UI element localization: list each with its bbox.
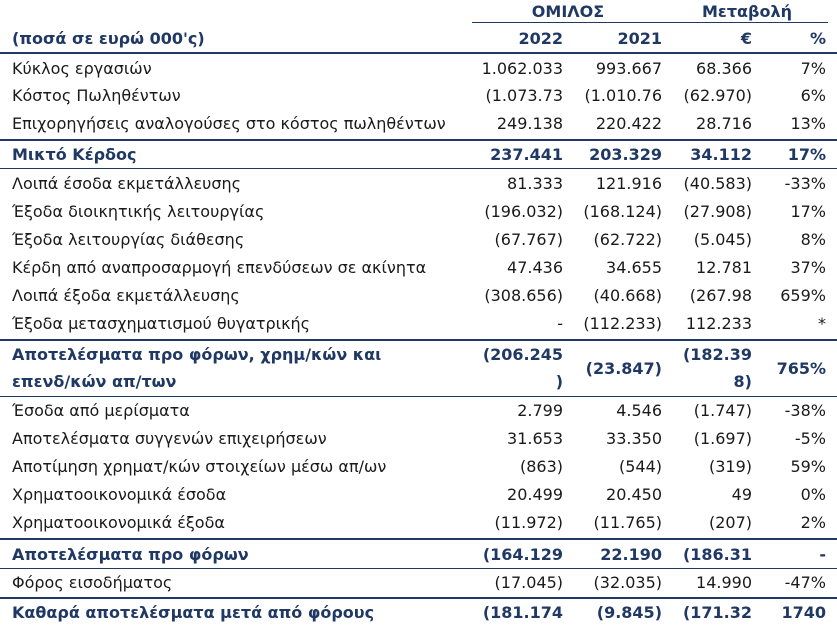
change-pct: 17% [787,145,826,164]
value-2021: (112.233) [583,313,662,333]
value-2021: 121.916 [595,173,662,193]
value-2022: (206.245 ) [482,345,563,391]
change-title: Μεταβολή [702,1,792,21]
value-2021: 34.655 [606,257,662,277]
table-row [0,480,837,508]
units-label: (ποσά σε ευρώ 000'ς) [12,28,205,48]
subtotal-row [0,341,837,395]
change-eur: 12.781 [696,257,752,277]
change-eur: (1.697) [693,428,752,448]
table-row [0,225,837,253]
change-pct: 59% [790,456,826,476]
table-row [0,508,837,536]
column-header-eur: € [740,28,752,48]
value-2022: 20.499 [507,484,563,504]
row-label: Έξοδα λειτουργίας διάθεσης [12,229,245,249]
value-2021: 203.329 [589,145,662,164]
change-eur: (27.908) [683,201,752,221]
table-row [0,424,837,452]
change-pct: * [818,313,826,333]
value-2022: (196.032) [484,201,563,221]
table-row [0,452,837,480]
value-2021: 33.350 [606,428,662,448]
value-2021: (1.010.76 [584,86,662,105]
value-2021: (32.035) [593,573,662,592]
value-2022: 47.436 [507,257,563,277]
table-row [0,569,837,596]
row-label: Φόρος εισοδήματος [12,573,173,592]
change-pct: -33% [784,173,826,193]
change-pct: - [819,544,826,564]
table-row [0,55,837,82]
change-pct: 765% [776,358,826,378]
total-row [0,599,837,625]
row-label: Κόστος Πωληθέντων [12,86,181,105]
change-pct: -47% [784,573,826,592]
group-title: ΟΜΙΛΟΣ [531,1,605,21]
row-label: Έσοδα από μερίσματα [12,401,190,420]
column-header-2022: 2022 [518,28,563,48]
change-eur: 34.112 [690,145,752,164]
subtotal-row [0,141,837,168]
value-2021: 22.190 [600,544,662,564]
value-2022: - [557,313,563,333]
row-label: Χρηματοοικονομικά έξοδα [12,512,225,532]
row-label: Επιχορηγήσεις αναλογούσες στο κόστος πωληθέντων [12,113,446,133]
header-divider [0,52,837,54]
value-2022: (181.174 [482,602,563,622]
value-2021: 4.546 [616,401,662,420]
table-row [0,309,837,337]
change-pct: 17% [790,201,826,221]
change-eur: (5.045) [693,229,752,249]
row-label: Μικτό Κέρδος [12,145,137,164]
row-label: Έξοδα μετασχηματισμού θυγατρικής [12,313,311,333]
table-row [0,109,837,137]
value-2022: (17.045) [494,573,563,592]
change-eur: (62.970) [683,86,752,105]
change-pct: 7% [800,59,826,78]
change-eur: (1.747) [693,401,752,420]
row-label: Χρηματοοικονομικά έσοδα [12,484,227,504]
table-row [0,82,837,109]
column-header-2021: 2021 [617,28,662,48]
change-eur: (207) [708,512,752,532]
change-pct: 2% [800,512,826,532]
value-2021: (168.124) [583,201,662,221]
row-label: Κύκλος εργασιών [12,59,152,78]
change-eur: (171.32 [682,602,752,622]
change-pct: 13% [790,113,826,133]
value-2022: (67.767) [494,229,563,249]
change-eur: (182.39 8) [682,345,752,391]
value-2022: 81.333 [507,173,563,193]
header-group-row [0,0,837,22]
value-2022: 2.799 [517,401,563,420]
table-row [0,281,837,309]
value-2022: 237.441 [490,145,563,164]
change-pct: 6% [800,86,826,105]
change-eur: (186.31 [682,544,752,564]
change-eur: (40.583) [683,173,752,193]
change-pct: 1740 [781,602,826,622]
value-2021: (9.845) [596,602,662,622]
table-row [0,197,837,225]
value-2022: 249.138 [496,113,563,133]
row-label: Αποτελέσματα συγγενών επιχειρήσεων [12,428,327,448]
header-columns-row [0,24,837,52]
change-eur: (319) [708,456,752,476]
subtotal-row [0,540,837,568]
value-2022: (164.129 [482,544,563,564]
row-label: Έξοδα διοικητικής λειτουργίας [12,201,265,221]
change-eur: 112.233 [685,313,752,333]
row-label: Αποτελέσματα προ φόρων, χρημ/κών και επενδ/κών απ/των [12,345,382,391]
change-pct: -5% [794,428,826,448]
value-2021: 20.450 [606,484,662,504]
row-label: Καθαρά αποτελέσματα μετά από φόρους [12,602,375,622]
column-header-pct: % [809,28,826,48]
change-eur: (267.98 [689,285,752,305]
value-2021: (11.765) [593,512,662,532]
value-2022: (863) [519,456,563,476]
header-group-divider [472,22,828,23]
value-2022: 31.653 [507,428,563,448]
row-label: Λοιπά έξοδα εκμετάλλευσης [12,285,240,305]
change-pct: 37% [790,257,826,277]
table-row [0,397,837,424]
value-2021: (62.722) [593,229,662,249]
change-pct: 8% [800,229,826,249]
change-pct: -38% [784,401,826,420]
change-eur: 49 [731,484,752,504]
change-pct: 0% [800,484,826,504]
change-eur: 68.366 [696,59,752,78]
table-row [0,169,837,197]
change-eur: 14.990 [696,573,752,592]
value-2022: (308.656) [484,285,563,305]
row-label: Λοιπά έσοδα εκμετάλλευσης [12,173,242,193]
row-label: Αποτελέσματα προ φόρων [12,544,249,564]
row-label: Κέρδη από αναπροσαρμογή επενδύσεων σε ακίνητα [12,257,427,277]
value-2021: 220.422 [595,113,662,133]
value-2022: 1.062.033 [481,59,563,78]
value-2021: (23.847) [585,358,662,378]
value-2022: (11.972) [494,512,563,532]
table-row [0,253,837,281]
value-2022: (1.073.73 [485,86,563,105]
change-pct: 659% [780,285,826,305]
value-2021: 993.667 [595,59,662,78]
value-2021: (544) [618,456,662,476]
change-eur: 28.716 [696,113,752,133]
value-2021: (40.668) [593,285,662,305]
row-label: Αποτίμηση χρηματ/κών στοιχείων μέσω απ/ων [12,456,387,476]
